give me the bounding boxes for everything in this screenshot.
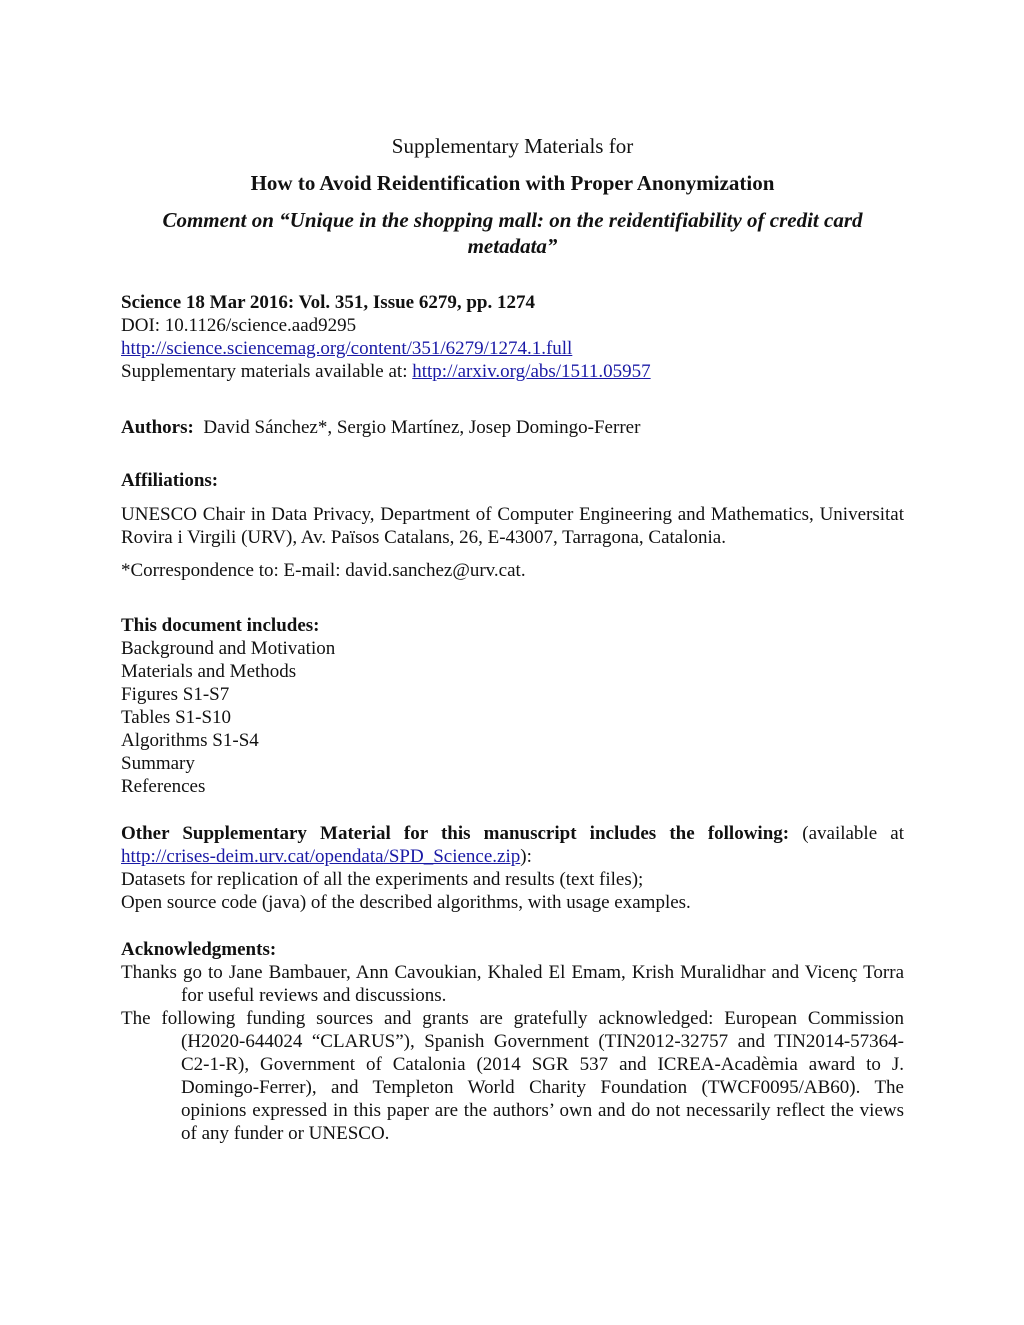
doi: DOI: 10.1126/science.aad9295	[121, 315, 357, 336]
other-supp-avail-prefix: (available at	[789, 823, 905, 844]
comment-title: Comment on “Unique in the shopping mall: on the reidentifiability of credit card metadata”	[162, 208, 863, 258]
includes-item: Figures S1-S7	[121, 684, 230, 705]
other-supp-item: Datasets for replication of all the experiments and results (text files);	[121, 869, 644, 890]
authors-label: Authors:	[121, 417, 194, 438]
acknowledgments-block	[121, 938, 904, 1145]
includes-item: Background and Motivation	[121, 638, 336, 659]
pre-title: Supplementary Materials for	[391, 134, 634, 158]
other-supp-item: Open source code (java) of the described algorithms, with usage examples.	[121, 892, 691, 913]
includes-item: Algorithms S1-S4	[121, 730, 259, 751]
main-title: How to Avoid Reidentification with Proper Anonymization	[250, 171, 775, 195]
correspondence: *Correspondence to: E-mail: david.sanchez@urv.cat.	[121, 560, 526, 581]
includes-item: Tables S1-S10	[121, 707, 232, 728]
includes-label: This document includes:	[121, 615, 320, 636]
acknowledgments-paragraph: Thanks go to Jane Bambauer, Ann Cavoukian, Khaled El Emam, Krish Muralidhar and Vicenç Torra for useful reviews and discussions.	[121, 962, 904, 1006]
acknowledgments-label: Acknowledgments:	[121, 939, 277, 960]
other-supp-block	[121, 822, 904, 914]
acknowledgments-paragraph: The following funding sources and grants are gratefully acknowledged: European Commission (H2020-644024 “CLARUS”), Spanish Government (TIN2012-32757 and TIN2014-57364-C2-1-R), Government of Catalonia (2014 SGR 537 and ICREA-Acadèmia award to J. Domingo-Ferrer), and Templeton World Charity Foundation (TWCF0095/AB60). The opinions expressed in this paper are the authors’ own and do not necessarily reflect the views of any funder or UNESCO.	[121, 1008, 904, 1144]
arxiv-link[interactable]: http://arxiv.org/abs/1511.05957	[412, 361, 651, 382]
other-supp-paragraph	[121, 822, 904, 868]
includes-item: Summary	[121, 753, 195, 774]
affiliations-label: Affiliations:	[121, 470, 219, 491]
zip-link[interactable]: http://crises-deim.urv.cat/opendata/SPD_Science.zip	[121, 846, 521, 867]
includes-item: Materials and Methods	[121, 661, 297, 682]
authors-block	[121, 416, 904, 439]
affiliations-block	[121, 469, 904, 582]
journal-line: Science 18 Mar 2016: Vol. 351, Issue 6279, pp. 1274	[121, 292, 535, 313]
article-link[interactable]: http://science.sciencemag.org/content/351/6279/1274.1.full	[121, 338, 573, 359]
other-supp-avail-suffix: ):	[520, 846, 532, 867]
includes-item: References	[121, 776, 206, 797]
authors-names: David Sánchez*, Sergio Martínez, Josep Domingo-Ferrer	[203, 417, 641, 438]
citation-block	[121, 291, 904, 383]
other-supp-label: Other Supplementary Material for this manuscript includes the following:	[121, 823, 790, 844]
supp-label: Supplementary materials available at:	[121, 361, 413, 382]
affiliations-text: UNESCO Chair in Data Privacy, Department of Computer Engineering and Mathematics, Universitat Rovira i Virgili (URV), Av. Països Catalans, 26, E-43007, Tarragona, Catalonia.	[121, 504, 904, 548]
includes-block	[121, 614, 904, 798]
